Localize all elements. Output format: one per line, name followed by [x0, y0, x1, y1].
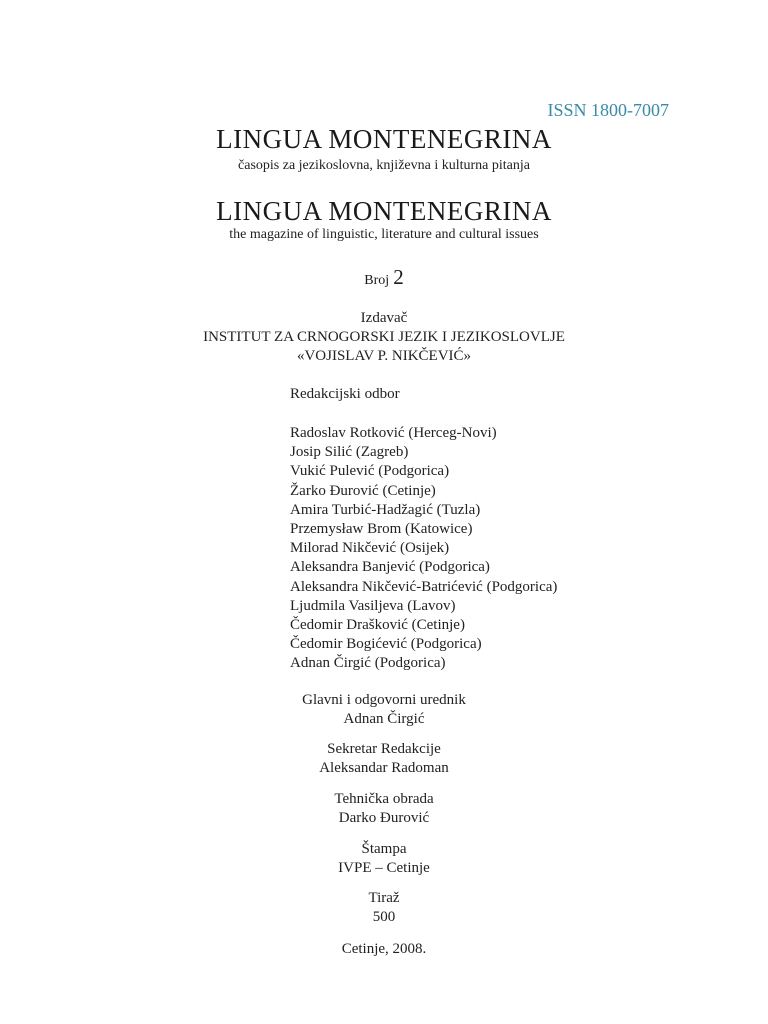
publisher-name-line1: INSTITUT ZA CRNOGORSKI JEZIK I JEZIKOSLOVLJE — [203, 329, 565, 345]
editor-in-chief-name: Adnan Čirgić — [343, 711, 425, 727]
board-member: Amira Turbić-Hadžagić (Tuzla) — [290, 501, 481, 518]
print-label: Štampa — [361, 841, 407, 857]
board-member: Josip Silić (Zagreb) — [290, 444, 409, 461]
board-member: Adnan Čirgić (Podgorica) — [290, 655, 446, 672]
board-member: Aleksandra Nikčević-Batrićević (Podgorica) — [290, 578, 558, 595]
issue-label: Broj — [364, 273, 390, 288]
board-member: Radoslav Rotković (Herceg-Novi) — [290, 425, 497, 441]
issue-number — [0, 265, 768, 290]
place-date: Cetinje, 2008. — [341, 941, 427, 957]
issue-value: 2 — [393, 265, 404, 289]
board-member: Ljudmila Vasiljeva (Lavov) — [290, 597, 456, 614]
board-member: Žarko Đurović (Cetinje) — [290, 482, 436, 499]
secretary-name: Aleksandar Radoman — [319, 760, 449, 776]
circulation-value: 500 — [372, 909, 396, 925]
board-member: Vukić Pulević (Podgorica) — [290, 463, 450, 480]
board-label: Redakcijski odbor — [290, 386, 400, 402]
board-member: Aleksandra Banjević (Podgorica) — [290, 559, 490, 576]
journal-subtitle-montenegrin: časopis za jezikoslovna, književna i kulturna pitanja — [238, 158, 530, 173]
issn-number: ISSN 1800-7007 — [547, 100, 669, 120]
publisher-name-line2: «VOJISLAV P. NIKČEVIĆ» — [296, 348, 472, 364]
secretary-label: Sekretar Redakcije — [327, 741, 441, 757]
journal-title-montenegrin: LINGUA MONTENEGRINA — [216, 124, 552, 154]
board-member: Čedomir Bogićević (Podgorica) — [290, 636, 482, 653]
journal-title-english: LINGUA MONTENEGRINA — [216, 196, 552, 226]
technical-label: Tehnička obrada — [334, 791, 434, 807]
publisher-label: Izdavač — [360, 310, 408, 326]
board-members-list — [290, 424, 557, 674]
board-member: Przemysław Brom (Katowice) — [290, 521, 473, 538]
editor-in-chief-label: Glavni i odgovorni urednik — [302, 692, 466, 708]
print-name: IVPE – Cetinje — [338, 860, 430, 876]
circulation-label: Tiraž — [368, 890, 400, 906]
journal-subtitle-english: the magazine of linguistic, literature and cultural issues — [229, 227, 539, 242]
board-member: Milorad Nikčević (Osijek) — [290, 540, 450, 557]
board-member: Čedomir Drašković (Cetinje) — [290, 617, 465, 634]
technical-name: Darko Đurović — [338, 810, 430, 826]
